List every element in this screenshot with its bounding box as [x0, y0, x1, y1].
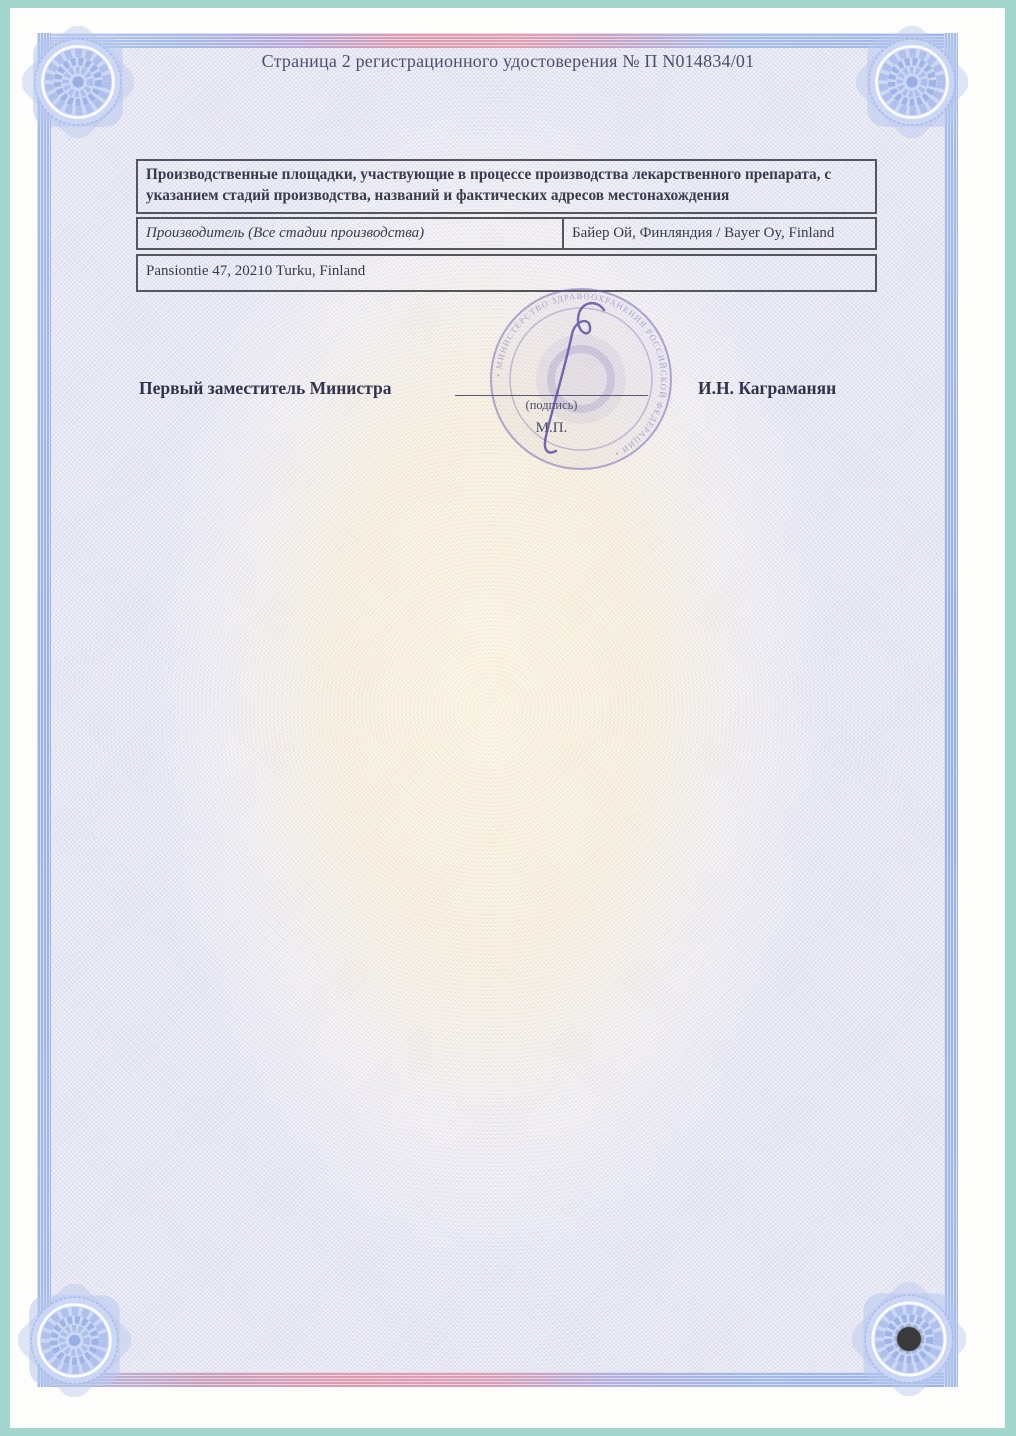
corner-rosette-icon — [856, 26, 968, 138]
signer-name: И.Н. Каграманян — [698, 378, 837, 398]
page-header: Страница 2 регистрационного удостоверения № П N014834/01 — [261, 51, 755, 71]
guilloche-border-right — [944, 33, 958, 1387]
table-header-cell: Производственные площадки, участвующие в процессе производства лекарственного препарата, с указанием стадий производства, названий и фактических адресов местонахождения — [136, 159, 877, 214]
manufacturer-value-cell: Байер Ой, Финляндия / Bayer Oy, Finland — [572, 225, 835, 242]
ministry-round-stamp — [486, 284, 676, 474]
guilloche-border-left — [37, 33, 51, 1387]
production-sites-table — [136, 159, 877, 292]
manufacturer-label-cell: Производитель (Все стадии производства) — [138, 219, 564, 248]
guilloche-border-top — [37, 33, 958, 48]
stamp-ring-text: • МИНИСТЕРСТВО ЗДРАВООХРАНЕНИЯ РОССИЙСКОЙ ФЕДЕРАЦИИ • — [493, 290, 670, 460]
punch-hole-mark — [897, 1327, 921, 1351]
signer-title: Первый заместитель Министра — [139, 378, 392, 398]
corner-rosette-icon — [18, 1284, 131, 1397]
corner-rosette-icon — [22, 26, 134, 138]
table-row — [136, 217, 877, 250]
guilloche-border-bottom — [37, 1372, 958, 1387]
manufacturer-address-cell: Pansiontie 47, 20210 Turku, Finland — [136, 254, 877, 292]
